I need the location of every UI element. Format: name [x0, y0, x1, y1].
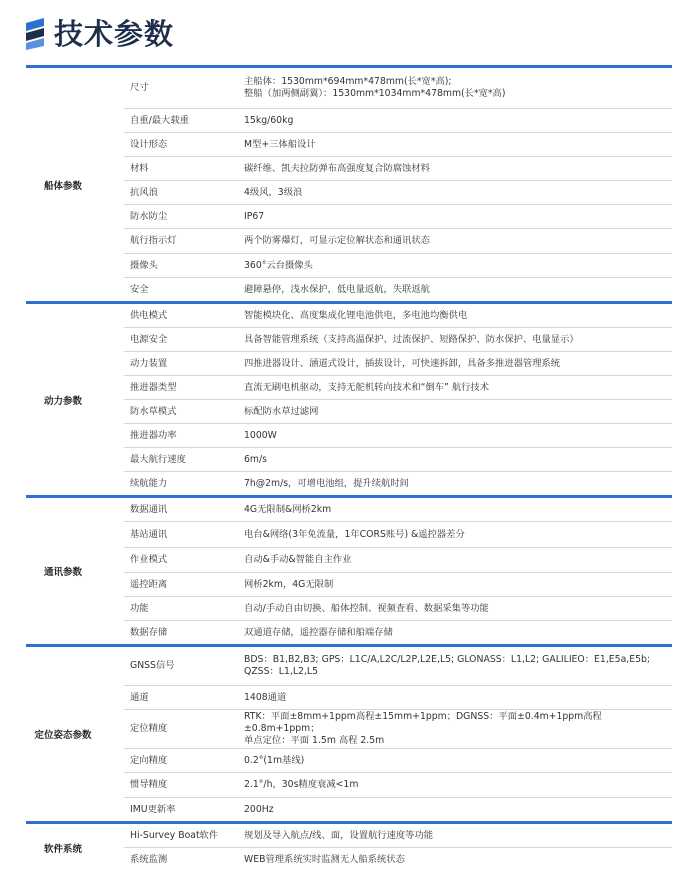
spec-key: 尺寸 — [130, 82, 149, 93]
spec-row — [124, 376, 672, 400]
spec-value: 智能模块化、高度集成化锂电池供电，多电池均衡供电 — [244, 309, 468, 321]
spec-row — [124, 448, 672, 472]
spec-key: 材料 — [130, 162, 149, 174]
spec-key: 动力装置 — [130, 357, 168, 369]
spec-row — [124, 424, 672, 448]
spec-row — [124, 133, 672, 157]
spec-value: 0.2°(1m基线) — [244, 754, 305, 766]
spec-key: 安全 — [130, 283, 149, 295]
spec-row — [124, 352, 672, 376]
spec-value: 标配防水草过滤网 — [244, 405, 319, 417]
spec-value: M型+三体船设计 — [244, 138, 316, 150]
spec-row — [124, 773, 672, 798]
spec-row — [124, 686, 672, 710]
spec-value: 主船体：1530mm*694mm*478mm(长*宽*高); 整船（加两侧副翼）：1530mm*1034mm*478mm(长*宽*高) — [244, 76, 506, 99]
spec-value: 规划及导入航点/线、面，设置航行速度等功能 — [244, 829, 434, 841]
section-label: 定位姿态参数 — [34, 730, 92, 741]
spec-key: 自重/最大载重 — [130, 114, 189, 126]
spec-row — [124, 522, 672, 548]
section-label: 通讯参数 — [43, 567, 82, 578]
spec-row — [124, 798, 672, 821]
spec-key: 电源安全 — [130, 333, 168, 345]
spec-row — [124, 229, 672, 254]
spec-key: 防水草模式 — [130, 405, 177, 417]
spec-key: 通道 — [130, 691, 149, 703]
section-label: 动力参数 — [43, 395, 82, 407]
spec-value: 4级风，3级浪 — [244, 186, 303, 198]
spec-key: 防水防尘 — [130, 210, 168, 222]
spec-key: 供电模式 — [130, 309, 168, 321]
spec-value: 1408通道 — [244, 691, 287, 703]
page-header — [26, 16, 174, 52]
spec-key: 最大航行速度 — [130, 453, 186, 465]
spec-row — [124, 181, 672, 205]
spec-value: BDS：B1,B2,B3; GPS：L1C/A,L2C/L2P,L2E,L5; GLONASS：L1,L2; GALILIEO：E1,E5a,E5b; QZSS：L1,L2,L5 — [244, 654, 651, 677]
spec-key: 系统监测 — [130, 853, 168, 865]
spec-key: 惯导精度 — [130, 779, 168, 790]
spec-row — [124, 68, 672, 109]
spec-table — [26, 65, 672, 871]
spec-key: 抗风浪 — [130, 186, 158, 198]
spec-value: IP67 — [244, 210, 265, 222]
spec-value: 网桥2km，4G无限制 — [244, 578, 334, 590]
spec-row — [124, 597, 672, 621]
spec-value: 两个防雾爆灯，可显示定位解状态和通讯状态 — [244, 235, 430, 246]
spec-value: 直流无刷电机驱动，支持无舵机转向技术和“倒车” 航行技术 — [244, 381, 490, 393]
spec-value: 7h@2m/s，可增电池组，提升续航时间 — [244, 477, 409, 489]
spec-row — [124, 278, 672, 301]
spec-key: 数据通讯 — [130, 503, 168, 515]
spec-value: 四推进器设计、涵道式设计，插拔设计，可快速拆卸，具备多推进器管理系统 — [244, 357, 561, 369]
spec-value: WEB管理系统实时监测无人船系统状态 — [244, 853, 405, 865]
spec-row — [124, 824, 672, 848]
spec-row — [124, 647, 672, 686]
spec-row — [124, 328, 672, 352]
spec-value: 360°云台摄像头 — [244, 259, 313, 271]
spec-value: 双通道存储，遥控器存储和船端存储 — [244, 626, 393, 638]
spec-value: 200Hz — [244, 803, 274, 815]
spec-value: 具备智能管理系统（支持高温保护、过流保护、短路保护、防水保护、电量显示） — [244, 333, 579, 345]
spec-key: 推进器类型 — [130, 381, 177, 393]
section-label: 船体参数 — [43, 180, 82, 192]
spec-key: Hi-Survey Boat软件 — [130, 829, 219, 841]
spec-key: 定位精度 — [130, 723, 168, 734]
spec-row — [124, 254, 672, 278]
spec-row — [124, 710, 672, 749]
spec-value: 避障悬停，浅水保护，低电量返航，失联返航 — [244, 283, 430, 295]
spec-row — [124, 498, 672, 522]
spec-key: 基站通讯 — [130, 528, 168, 540]
spec-row — [124, 573, 672, 597]
spec-key: 功能 — [130, 602, 149, 614]
page-title: 技术参数 — [54, 17, 175, 51]
spec-key: 定向精度 — [130, 754, 168, 766]
spec-value: RTK：平面±8mm+1ppm高程±15mm+1ppm；DGNSS：平面±0.4m+1ppm高程 ±0.8m+1ppm； 单点定位：平面 1.5m 高程 2.5m — [244, 711, 602, 746]
spec-row — [124, 157, 672, 181]
spec-section — [26, 821, 672, 871]
spec-value: 碳纤维、凯夫拉防弹布高强度复合防腐蚀材料 — [244, 162, 430, 174]
spec-row — [124, 848, 672, 871]
spec-row — [124, 749, 672, 773]
spec-section — [26, 65, 672, 301]
spec-value: 自动&手动&智能自主作业 — [244, 554, 352, 565]
spec-value: 2.1°/h，30s精度衰减<1m — [244, 779, 359, 790]
spec-row — [124, 472, 672, 495]
spec-key: 推进器功率 — [130, 429, 177, 441]
spec-key: 遥控距离 — [130, 578, 168, 590]
spec-key: 航行指示灯 — [130, 235, 177, 246]
spec-key: IMU更新率 — [130, 803, 176, 815]
spec-key: GNSS信号 — [130, 660, 175, 671]
spec-key: 设计形态 — [130, 138, 168, 150]
spec-value: 4G无限制&网桥2km — [244, 503, 332, 515]
spec-key: 续航能力 — [130, 477, 168, 489]
spec-value: 1000W — [244, 429, 277, 441]
spec-row — [124, 400, 672, 424]
spec-section — [26, 644, 672, 821]
spec-row — [124, 109, 672, 133]
section-label: 软件系统 — [43, 843, 82, 855]
spec-row — [124, 304, 672, 328]
brand-logo-icon — [26, 18, 48, 50]
spec-section — [26, 495, 672, 644]
spec-key: 数据存储 — [130, 626, 168, 638]
spec-value: 电台&网络(3年免流量，1年CORS账号) &遥控器差分 — [244, 528, 465, 540]
spec-value: 自动/手动自由切换、船体控制、视频查看、数据采集等功能 — [244, 602, 489, 614]
spec-key: 摄像头 — [130, 259, 158, 271]
spec-row — [124, 548, 672, 573]
spec-value: 6m/s — [244, 453, 267, 465]
spec-row — [124, 621, 672, 644]
spec-row — [124, 205, 672, 229]
spec-value: 15kg/60kg — [244, 114, 294, 126]
spec-section — [26, 301, 672, 495]
spec-key: 作业模式 — [130, 554, 168, 565]
